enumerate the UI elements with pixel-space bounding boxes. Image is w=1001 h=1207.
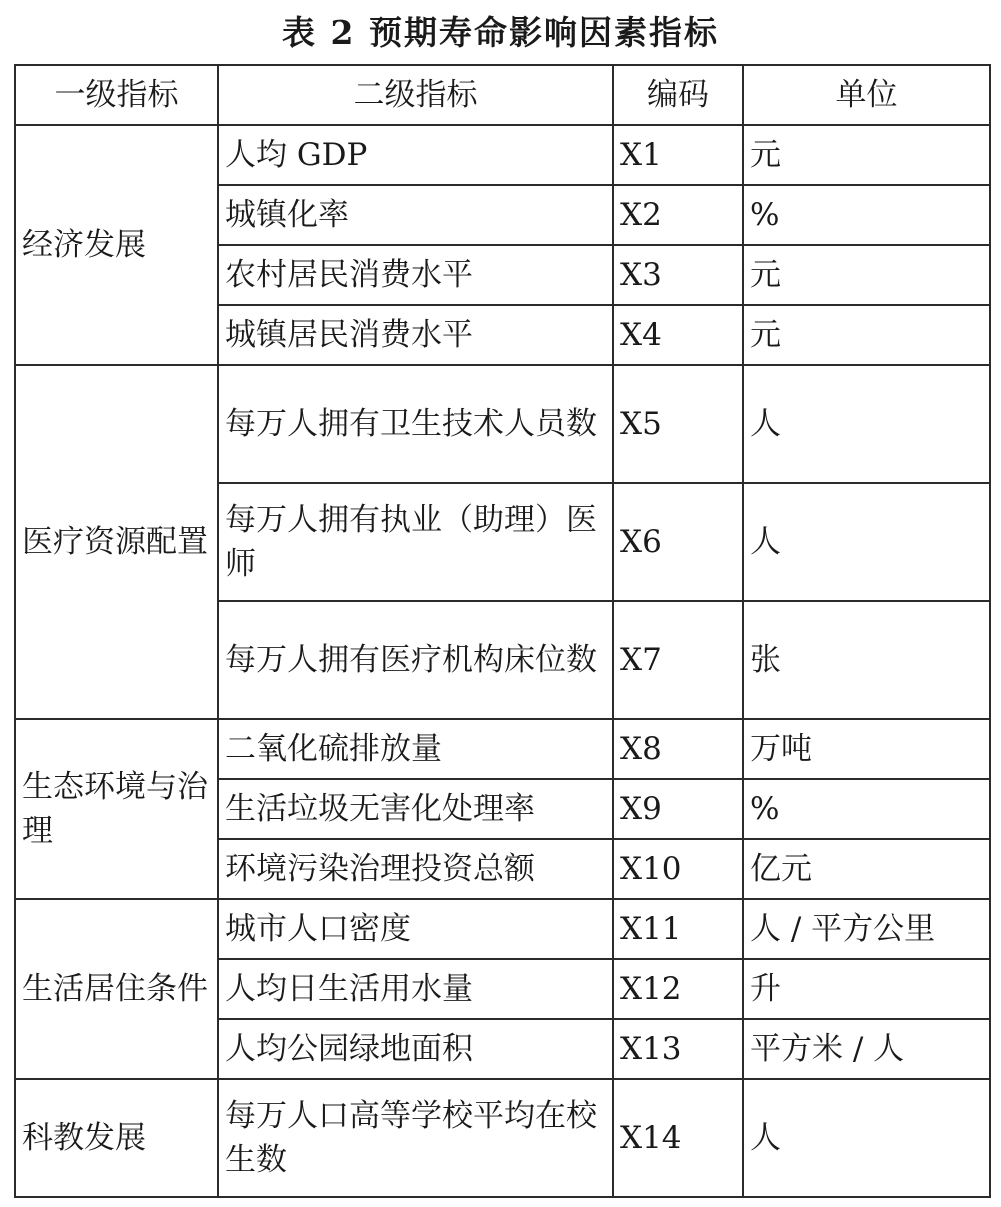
table-row	[15, 1079, 990, 1197]
indicator-code: X2	[613, 185, 743, 245]
indicator-code: X6	[613, 483, 743, 601]
indicator-code: X5	[613, 365, 743, 483]
indicator-code: X13	[613, 1019, 743, 1079]
indicator-name: 人均 GDP	[218, 125, 613, 185]
indicator-unit: 人	[743, 1079, 990, 1197]
table-caption: 表 2 预期寿命影响因素指标	[282, 13, 719, 52]
indicator-name: 生活垃圾无害化处理率	[218, 779, 613, 839]
table-row	[15, 899, 990, 959]
indicator-name: 每万人拥有执业（助理）医师	[218, 483, 613, 601]
header-row	[15, 65, 990, 125]
indicator-code: X9	[613, 779, 743, 839]
table-row	[15, 719, 990, 779]
indicator-unit: 元	[743, 245, 990, 305]
group-name: 科教发展	[15, 1079, 218, 1197]
indicator-unit: 元	[743, 305, 990, 365]
indicator-unit: 升	[743, 959, 990, 1019]
indicator-unit: 人	[743, 365, 990, 483]
indicator-code: X7	[613, 601, 743, 719]
indicator-unit: 元	[743, 125, 990, 185]
group-name: 生态环境与治理	[15, 719, 218, 899]
indicator-code: X11	[613, 899, 743, 959]
indicator-code: X3	[613, 245, 743, 305]
indicator-unit: 平方米 / 人	[743, 1019, 990, 1079]
indicator-unit: 亿元	[743, 839, 990, 899]
table-row	[15, 365, 990, 483]
indicator-unit: %	[743, 185, 990, 245]
header-code: 编码	[613, 65, 743, 125]
indicator-name: 每万人拥有医疗机构床位数	[218, 601, 613, 719]
header-secondary-indicator: 二级指标	[218, 65, 613, 125]
group-name: 经济发展	[15, 125, 218, 365]
indicator-unit: 人	[743, 483, 990, 601]
indicator-unit: 万吨	[743, 719, 990, 779]
indicator-name: 人均公园绿地面积	[218, 1019, 613, 1079]
indicator-name: 城市人口密度	[218, 899, 613, 959]
header-unit: 单位	[743, 65, 990, 125]
header-primary-indicator: 一级指标	[15, 65, 218, 125]
indicator-unit: 张	[743, 601, 990, 719]
indicator-name: 城镇居民消费水平	[218, 305, 613, 365]
indicator-name: 人均日生活用水量	[218, 959, 613, 1019]
indicator-code: X1	[613, 125, 743, 185]
indicator-code: X12	[613, 959, 743, 1019]
indicator-name: 每万人拥有卫生技术人员数	[218, 365, 613, 483]
indicator-name: 二氧化硫排放量	[218, 719, 613, 779]
group-name: 生活居住条件	[15, 899, 218, 1079]
indicators-table	[14, 64, 991, 1198]
table-row	[15, 125, 990, 185]
indicator-unit: %	[743, 779, 990, 839]
indicator-name: 环境污染治理投资总额	[218, 839, 613, 899]
indicator-code: X4	[613, 305, 743, 365]
indicator-name: 每万人口高等学校平均在校生数	[218, 1079, 613, 1197]
indicator-code: X14	[613, 1079, 743, 1197]
group-name: 医疗资源配置	[15, 365, 218, 719]
indicator-code: X8	[613, 719, 743, 779]
indicator-name: 城镇化率	[218, 185, 613, 245]
indicator-name: 农村居民消费水平	[218, 245, 613, 305]
indicator-unit: 人 / 平方公里	[743, 899, 990, 959]
indicator-code: X10	[613, 839, 743, 899]
